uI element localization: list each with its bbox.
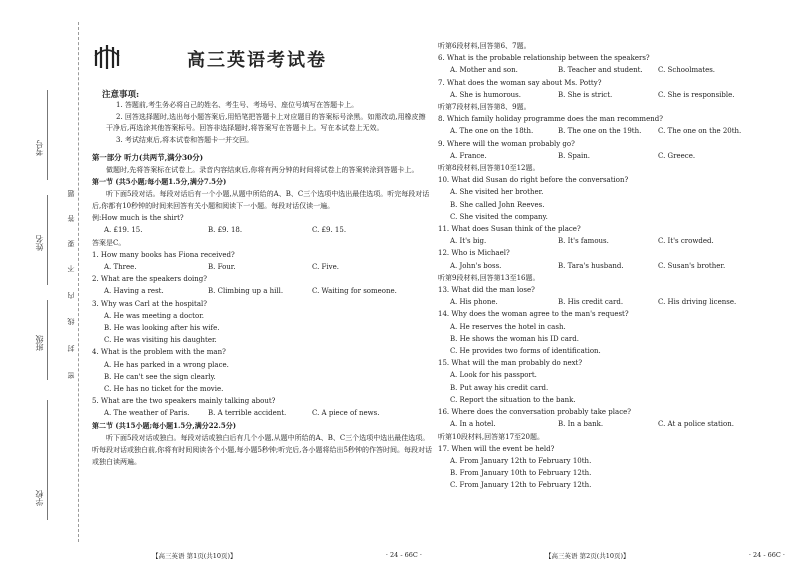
option: B. Tara's husband. (558, 261, 624, 270)
question-stem: 13. What did the man lose? (438, 286, 535, 295)
option-row (438, 89, 788, 101)
class-label: 班级 (35, 335, 44, 351)
seal-word: 线 (67, 318, 75, 325)
option-row (438, 296, 788, 308)
option-row (438, 125, 788, 137)
option: A. He was meeting a doctor. (104, 311, 204, 320)
option: A. From January 12th to February 10th. (450, 456, 592, 465)
option: B. Spain. (558, 151, 591, 160)
notice-item: 2. 回答选择题时,选出每小题答案后,用铅笔把答题卡上对应题目的答案标号涂黑。如需改动,用橡皮擦干净后,再选涂其他答案标号。回答非选择题时,将答案写在答题卡上。写在本试卷上无效。 (106, 112, 426, 132)
notice-item: 1. 答题前,考生务必将自己的姓名、考生号、考场号、座位号填写在答题卡上。 (116, 101, 359, 109)
option: B. His credit card. (558, 298, 624, 307)
option: A. Mother and son. (450, 66, 518, 75)
question-stem: 12. Who is Michael? (438, 249, 510, 258)
seal-cut-line (78, 22, 79, 542)
listening-material-note: 听第9段材料,回答第13至16题。 (438, 273, 540, 282)
question-stem: 10. What did Susan do right before the conversation? (438, 176, 629, 185)
seal-word: 密 (67, 372, 75, 379)
section1-heading: 第一节 (共5小题;每小题1.5分,满分7.5分) (92, 177, 227, 186)
question-stem: 7. What does the woman say about Ms. Potty? (438, 78, 602, 87)
option: B. From January 10th to February 12th. (450, 469, 592, 478)
option-row (92, 285, 432, 297)
option: B. Climbing up a hill. (208, 287, 284, 296)
title-row (92, 36, 432, 80)
option: C. She is responsible. (658, 90, 735, 99)
notice-heading: 注意事项: (102, 90, 140, 100)
option: A. He has parked in a wrong place. (104, 360, 229, 369)
option-row (438, 235, 788, 247)
seal-word: 封 (67, 345, 75, 352)
seal-word: 要 (67, 240, 75, 247)
example-answer: 答案是C。 (92, 238, 126, 247)
option-row (438, 64, 788, 76)
option: B. The one on the 19th. (558, 127, 642, 136)
binding-margin (0, 0, 88, 566)
page-1-footer (92, 551, 422, 560)
option-row (438, 260, 788, 272)
listening-material-note: 听第7段材料,回答第8、9题。 (438, 103, 531, 112)
option: C. Schoolmates. (658, 66, 716, 75)
option: A. France. (450, 151, 487, 160)
option: B. In a bank. (558, 420, 604, 429)
question-stem: 2. What are the speakers doing? (92, 275, 208, 284)
page-2-footer (545, 551, 785, 560)
option: B. It's famous. (558, 237, 609, 246)
option: C. Susan's brother. (658, 261, 726, 270)
seat-number-label: 考号 (35, 140, 44, 156)
listening-material-note: 听第6段材料,回答第6、7题。 (438, 42, 531, 50)
option: C. Waiting for someone. (312, 287, 397, 296)
option-row (92, 261, 432, 273)
example-options (92, 224, 432, 236)
option: B. Teacher and student. (558, 66, 643, 75)
option: C. Greece. (658, 151, 696, 160)
option: C. She visited the company. (450, 212, 548, 221)
option: B. Four. (208, 263, 236, 272)
seal-word: 不 (67, 265, 75, 272)
option: A. His phone. (450, 298, 498, 307)
seal-word: 内 (67, 292, 75, 299)
option: A. The one on the 18th. (450, 127, 534, 136)
exam-title: 高三英语考试卷 (187, 50, 327, 71)
school-blank[interactable] (47, 400, 48, 520)
option-row (438, 150, 788, 162)
option: C. Five. (312, 263, 339, 272)
section2-intro: 听下面5段对话或独白。每段对话或独白后有几个小题,从题中所给的A、B、C三个选项中选出最佳选项。听每段对话或独白前,你将有时间阅读各个小题,每小题5秒钟;听完后,各小题将给出5秒钟的作答时间。每段对话或独白读两遍。 (92, 433, 432, 466)
option: C. The one on the 20th. (658, 127, 742, 136)
option: A. The weather of Paris. (104, 409, 190, 418)
option: B. She called John Reeves. (450, 200, 545, 209)
option: A. She is humorous. (450, 90, 521, 99)
option: C. His driving license. (658, 298, 737, 307)
option: C. He has no ticket for the movie. (104, 385, 224, 394)
option: C. Report the situation to the bank. (450, 395, 576, 404)
option: A. Having a rest. (104, 287, 164, 296)
option: A. John's boss. (450, 261, 502, 270)
question-stem: 14. Why does the woman agree to the man's request? (438, 310, 629, 319)
question-stem: 15. What will the man probably do next? (438, 359, 583, 368)
section1-intro: 听下面5段对话。每段对话后有一个小题,从题中所给的A、B、C三个选项中选出最佳选项。听完每段对话后,你都有10秒钟的时间来回答有关小题和阅读下一小题。每段对话仅读一遍。 (92, 190, 430, 211)
question-stem: 4. What is the problem with the man? (92, 348, 226, 357)
student-name-label: 姓名 (35, 235, 44, 251)
class-blank[interactable] (47, 300, 48, 380)
option-row (92, 407, 432, 419)
question-stem: 9. Where will the woman probably go? (438, 139, 575, 148)
question-stem: 16. Where does the conversation probably take place? (438, 408, 632, 417)
question-stem: 6. What is the probable relationship between the speakers? (438, 54, 650, 63)
option: C. From January 12th to February 12th. (450, 481, 592, 490)
exam-page-2 (438, 40, 788, 556)
right-question-list (438, 40, 788, 492)
option: B. She is strict. (558, 90, 613, 99)
part1-intro: 做题时,先将答案标在试卷上。录音内容结束后,你将有两分钟的时间将试卷上的答案转涂到答题卡上。 (106, 166, 419, 174)
listening-material-note: 听第8段材料,回答第10至12题。 (438, 164, 540, 173)
question-stem: 1. How many books has Fiona received? (92, 250, 235, 259)
option: A. Three. (104, 263, 137, 272)
notice-item: 3. 考试结束后,将本试卷和答题卡一并交回。 (116, 135, 254, 144)
exam-logo-icon (92, 42, 122, 72)
option: A. He reserves the hotel in cash. (450, 322, 566, 331)
question-stem: 3. Why was Carl at the hospital? (92, 299, 208, 308)
question-stem: 17. When will the event be held? (438, 444, 555, 453)
listening-material-note: 听第10段材料,回答第17至20题。 (438, 432, 544, 441)
option: C. At a police station. (658, 420, 734, 429)
seal-word: 题 (67, 190, 75, 197)
option: C. He provides two forms of identification. (450, 347, 601, 356)
page-1-label: 【高三英语 第1页(共10页)】 (152, 552, 237, 560)
student-name-blank[interactable] (47, 195, 48, 285)
option: A. Look for his passport. (450, 371, 537, 380)
option: A. She visited her brother. (450, 188, 544, 197)
example-question: 例:How much is the shirt? (92, 214, 184, 223)
option: C. It's crowded. (658, 237, 714, 246)
option: C. A piece of news. (312, 409, 380, 418)
page-2-code: · 24 - 66C · (748, 551, 785, 559)
seal-word: 答 (67, 215, 75, 222)
seat-number-blank[interactable] (47, 90, 48, 180)
section2-heading: 第二节 (共15小题;每小题1.5分,满分22.5分) (92, 420, 237, 430)
question-stem: 11. What does Susan think of the place? (438, 225, 581, 234)
option: A. In a hotel. (450, 420, 496, 429)
option: A. £19. 15. (104, 226, 143, 235)
option: B. He was looking after his wife. (104, 324, 220, 333)
option: C. £9. 15. (312, 226, 347, 235)
option: C. He was visiting his daughter. (104, 336, 217, 345)
option: B. Put away his credit card. (450, 383, 549, 392)
option: B. He shows the woman his ID card. (450, 334, 579, 343)
page-1-code: · 24 - 66C · (385, 551, 422, 559)
option: A. It's big. (450, 237, 487, 246)
option: B. £9. 18. (208, 226, 243, 235)
question-stem: 5. What are the two speakers mainly talking about? (92, 397, 276, 406)
option: B. He can't see the sign clearly. (104, 372, 216, 381)
part1-heading: 第一部分 听力(共两节,满分30分) (92, 153, 204, 162)
left-question-list (92, 249, 432, 420)
option-row (438, 418, 788, 430)
exam-page-1 (92, 36, 432, 556)
school-label: 学校 (35, 490, 44, 506)
question-stem: 8. Which family holiday programme does the man recommend? (438, 115, 663, 124)
page-2-label: 【高三英语 第2页(共10页)】 (545, 552, 630, 560)
option: B. A terrible accident. (208, 409, 287, 418)
